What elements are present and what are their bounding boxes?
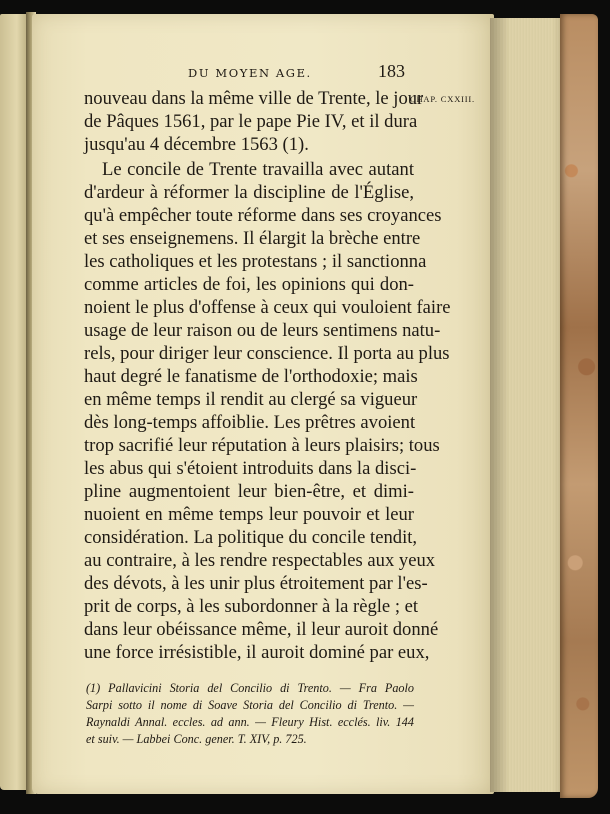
body-line: usage de leur raison ou de leurs sentimens natu- — [84, 320, 441, 341]
body-line: au contraire, à les rendre respectables aux yeux — [84, 550, 436, 571]
body-line: jusqu'au 4 décembre 1563 (1). — [84, 134, 309, 155]
body-line: prit de corps, à les subordonner à la règle ; et — [84, 596, 419, 617]
body-line: nuoient en même temps leur pouvoir et leur — [84, 504, 414, 525]
body-line: en même temps il rendit au clergé sa vigueur — [84, 389, 418, 410]
page-number: 183 — [378, 61, 405, 81]
body-line: les abus qui s'étoient introduits dans la disci- — [84, 458, 417, 479]
body-line: les catholiques et les protestans ; il sanctionna — [84, 251, 427, 272]
body-line: des dévots, à les unir plus étroitement par l'es- — [84, 573, 428, 594]
body-line: et ses enseignemens. Il élargit la brèche entre — [84, 228, 421, 249]
running-head: DU MOYEN AGE. — [188, 66, 312, 80]
body-line: dès long-temps affoiblie. Les prêtres avoient — [84, 412, 416, 433]
footnote-line: (1) Pallavicini Storia del Concilio di Trento. — Fra Paolo — [86, 681, 414, 695]
footnote-line: Raynaldi Annal. eccles. ad ann. — Fleury Hist. ecclés. liv. 144 — [86, 715, 414, 729]
body-line: dans leur obéissance même, il leur auroit donné — [84, 619, 439, 640]
body-line: haut degré le fanatisme de l'orthodoxie; mais — [84, 366, 418, 387]
body-line: d'ardeur à réformer la discipline de l'Église, — [84, 182, 414, 203]
chapter-margin-note: CHAP. CXXIII. — [410, 94, 475, 104]
body-line: pline augmentoient leur bien-être, et dimi- — [84, 481, 414, 502]
body-line: rels, pour diriger leur conscience. Il porta au plus — [84, 343, 450, 364]
body-line: noient le plus d'offense à ceux qui vouloient faire — [84, 297, 451, 318]
body-line: nouveau dans la même ville de Trente, le jour — [84, 88, 424, 109]
footnote-line: et suiv. — Labbei Conc. gener. T. XIV, p. 725. — [86, 732, 307, 746]
body-line: Le concile de Trente travailla avec autant — [102, 159, 414, 180]
body-line: une force irrésistible, il auroit dominé par eux, — [84, 642, 430, 663]
body-line: considération. La politique du concile tendit, — [84, 527, 418, 548]
body-line: qu'à empêcher toute réforme dans ses croyances — [84, 205, 442, 226]
footnote-line: Sarpi sotto il nome di Soave Storia del Concilio di Trento. — — [86, 698, 414, 712]
body-line: de Pâques 1561, par le pape Pie IV, et il dura — [84, 111, 418, 132]
body-line: comme articles de foi, les opinions qui don- — [84, 274, 414, 295]
body-line: trop sacrifié leur réputation à leurs plaisirs; tous — [84, 435, 440, 456]
